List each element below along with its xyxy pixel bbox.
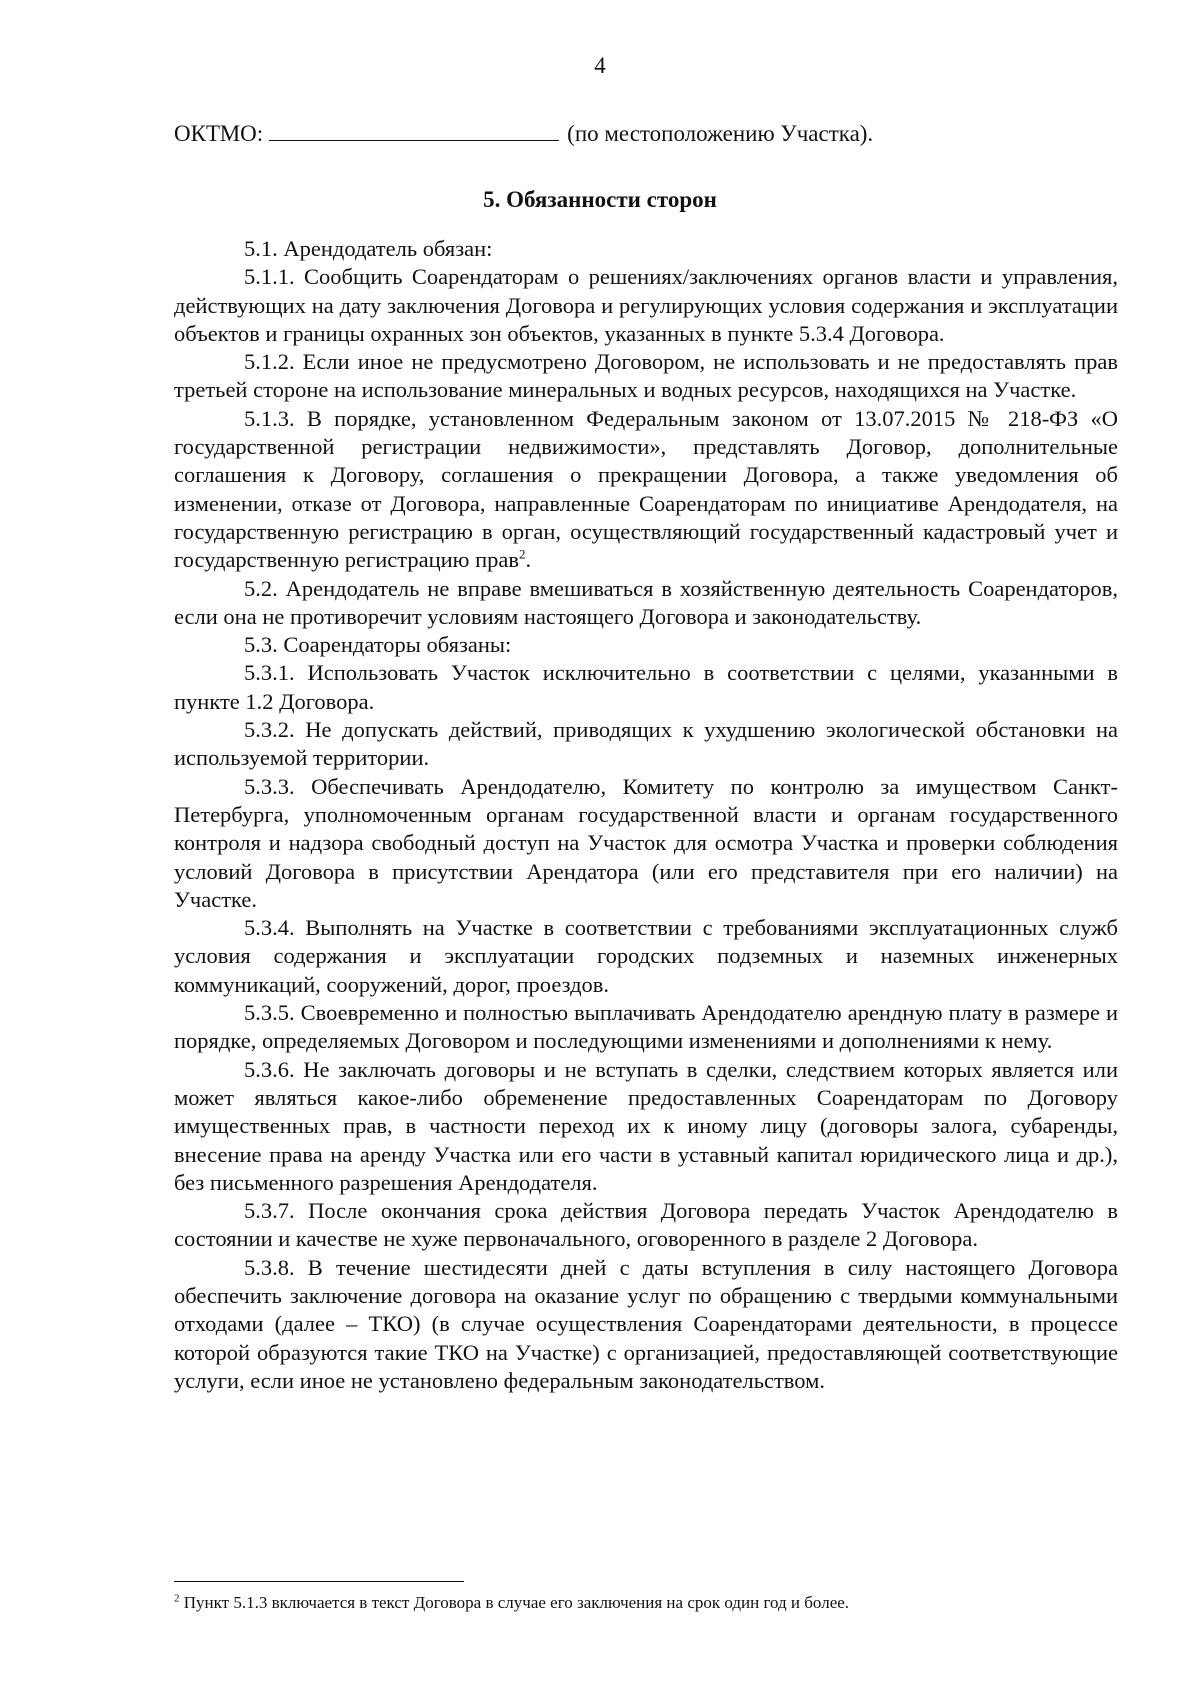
paragraph-5-3-4: 5.3.4. Выполнять на Участке в соответствии с требованиями эксплуатационных служб условия содержания и эксплуатации городских подземных и наземных инженерных коммуникаций, сооружений, дорог, проездов. [174,915,1118,997]
paragraph-5-3-8: 5.3.8. В течение шестидесяти дней с даты вступления в силу настоящего Договора обеспечить заключение договора на оказание услуг по обращению с твердыми коммунальными отходами (далее – ТКО) (в случае осуществления Соарендаторами деятельности, в процессе которой образуются такие ТКО на Участке) с организацией, предоставляющей соответствующие услуги, если иное не установлено федеральным законодательством. [174,1254,1118,1393]
footnote-divider [174,1581,464,1582]
paragraph-5-1-3-text: 5.1.3. В порядке, установленном Федеральным законом от 13.07.2015 № 218-ФЗ «О государственной регистрации недвижимости», представлять Договор, дополнительные соглашения к Договору, соглашения о прекращении Договора, а также уведомления об изменении, отказе от Договора, направленные Соарендаторам по инициативе Арендодателя, на государственную регистрацию в орган, осуществляющий государственный кадастровый учет и государственную регистрацию прав [174,405,1118,573]
paragraph-5-2: 5.2. Арендодатель не вправе вмешиваться в хозяйственную деятельность Соарендаторов, если она не противоречит условиям настоящего Договора и законодательству. [174,575,1118,629]
paragraph-5-1-2: 5.1.2. Если иное не предусмотрено Договором, не использовать и не предоставлять прав третьей стороне на использование минеральных и водных ресурсов, находящихся на Участке. [174,349,1118,403]
footnote [174,1592,1118,1614]
paragraph-5-1-3 [174,405,1118,575]
oktmo-blank-field [269,120,559,141]
paragraph-5-1: 5.1. Арендодатель обязан: [244,236,493,261]
paragraph-5-3-7: 5.3.7. После окончания срока действия Договора передать Участок Арендодателю в состоянии и качестве не хуже первоначального, оговоренного в разделе 2 Договора. [174,1198,1118,1252]
page-number: 4 [594,53,606,78]
section-title: 5. Обязанности сторон [483,187,717,212]
oktmo-note: (по местоположению Участка). [567,121,874,146]
footnote-text: Пункт 5.1.3 включается в текст Договора в случае его заключения на срок один год и более. [183,1593,850,1612]
footnote-reference[interactable]: 2 [519,546,526,562]
paragraph-5-3-3: 5.3.3. Обеспечивать Арендодателю, Комитету по контролю за имуществом Санкт-Петербурга, уполномоченным органам государственной власти и органам государственного контроля и надзора свободный доступ на Участок для осмотра Участка и проверки соблюдения условий Договора в присутствии Арендатора (или его представителя при его наличии) на Участке. [174,773,1118,912]
paragraph-5-3-2: 5.3.2. Не допускать действий, приводящих к ухудшению экологической обстановки на используемой территории. [174,717,1118,771]
paragraph-5-1-3-end: . [525,547,532,573]
paragraph-5-3-1: 5.3.1. Использовать Участок исключительно в соответствии с целями, указанными в пункте 1.2 Договора. [174,660,1118,714]
footnote-marker: 2 [174,1592,180,1605]
section-body [174,235,1118,1395]
oktmo-line [174,120,1074,148]
paragraph-5-3: 5.3. Соарендаторы обязаны: [244,632,512,658]
oktmo-label: ОКТМО: [174,121,264,146]
paragraph-5-1-1: 5.1.1. Сообщить Соарендаторам о решениях/заключениях органов власти и управления, действующих на дату заключения Договора и регулирующих условия содержания и эксплуатации объектов и границы охранных зон объектов, указанных в пункте 5.3.4 Договора. [174,264,1118,346]
paragraph-5-3-5: 5.3.5. Своевременно и полностью выплачивать Арендодателю арендную плату в размере и порядке, определяемых Договором и последующими изменениями и дополнениями к нему. [174,1000,1118,1054]
paragraph-5-3-6: 5.3.6. Не заключать договоры и не вступать в сделки, следствием которых является или может являться какое-либо обременение предоставленных Соарендаторам по Договору имущественных прав, в частности переход их к иному лицу (договоры залога, субаренды, внесение права на аренду Участка или его части в уставный капитал юридического лица и др.), без письменного разрешения Арендодателя. [174,1056,1118,1195]
